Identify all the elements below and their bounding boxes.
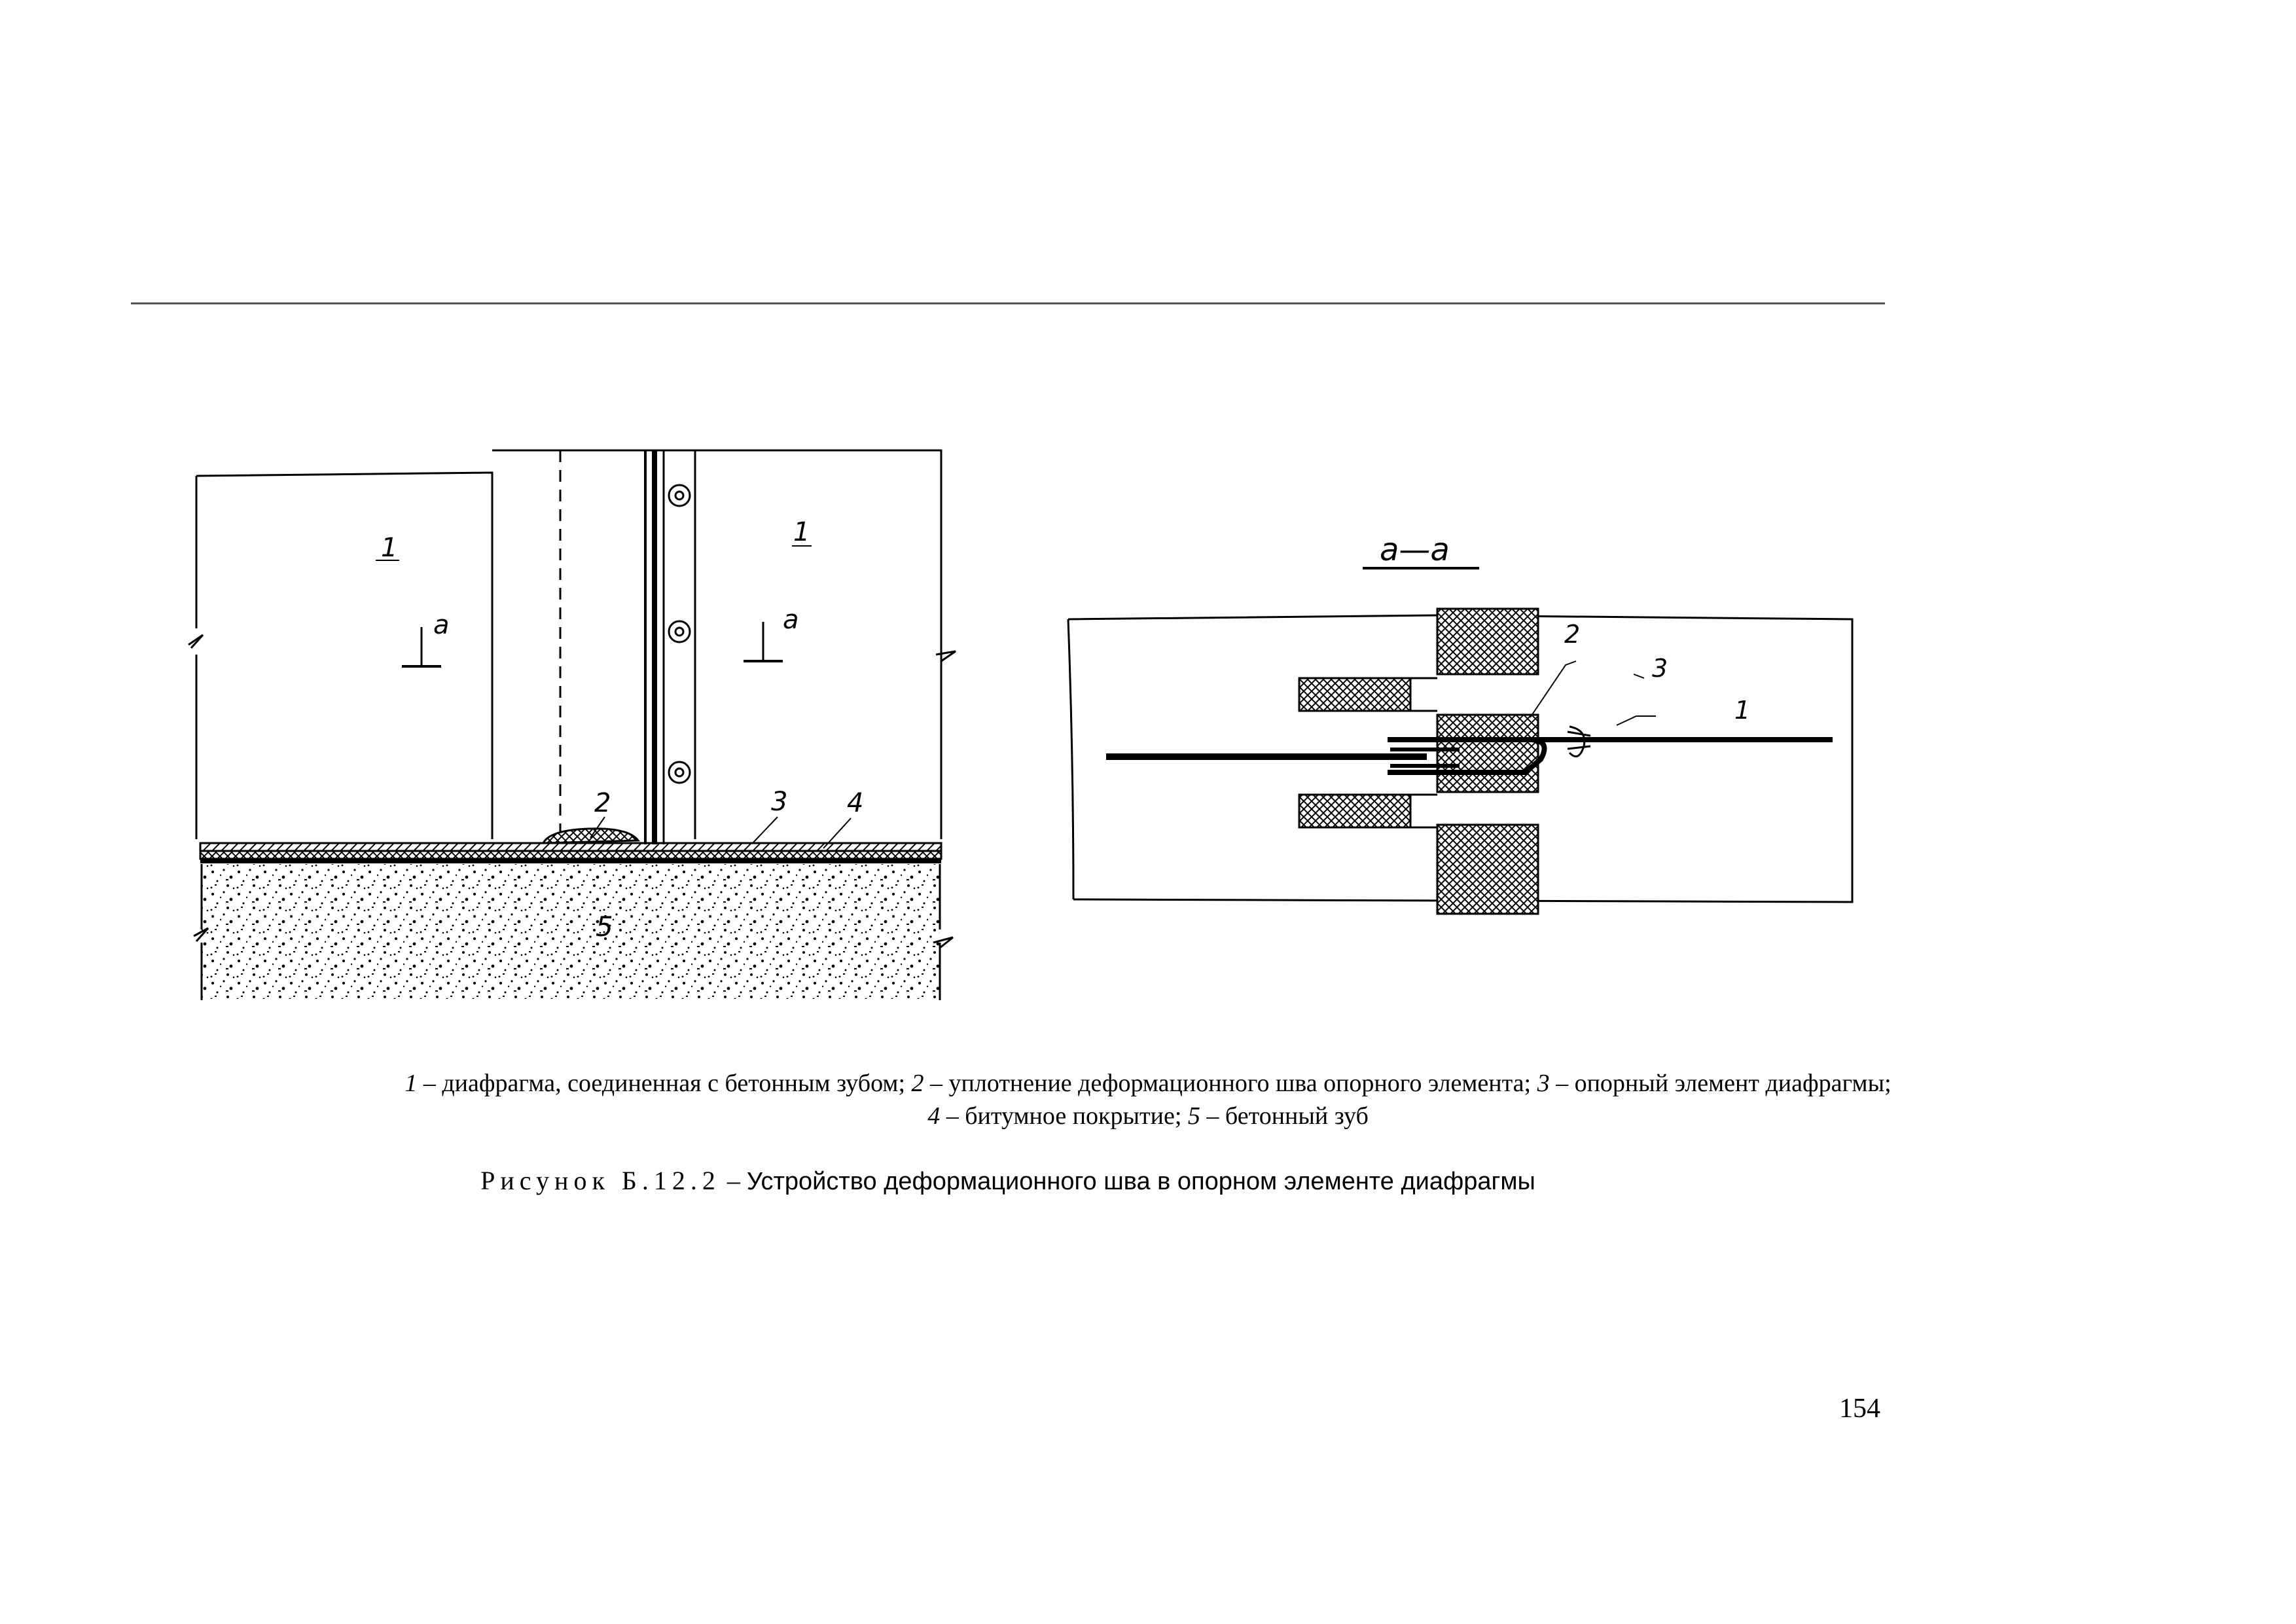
label-2-right: 2: [1564, 620, 1581, 649]
label-3-right: 3: [1652, 654, 1668, 683]
label-a-left: a: [433, 610, 450, 640]
caption-dash: –: [720, 1166, 747, 1195]
figure-caption: [0, 1165, 2016, 1196]
label-3-left: 3: [771, 787, 788, 817]
label-a-right: a: [783, 605, 799, 635]
legend-line-1: 1 – диафрагма, соединенная с бетонным зубом; 2 – уплотнение деформационного шва опорного элемента; 3 – опорный элемент диафрагмы;: [404, 1070, 1892, 1097]
label-1-left: 1: [381, 533, 398, 563]
legend-line-2: 4 – битумное покрытие; 5 – бетонный зуб: [927, 1102, 1369, 1130]
label-1-right: 1: [1734, 696, 1751, 725]
label-5-left: 5: [596, 911, 613, 943]
page-number: 154: [1839, 1394, 1880, 1424]
section-title-a-a: a—a: [1380, 532, 1450, 568]
label-2-left: 2: [594, 788, 611, 818]
figure-title: Устройство деформационного шва в опорном элементе диафрагмы: [746, 1168, 1535, 1195]
figure-legend: [0, 1067, 2296, 1132]
left-elevation-drawing: [188, 450, 956, 1000]
right-section-drawing: [1068, 568, 1852, 914]
label-4-left: 4: [847, 788, 864, 818]
figure-number: Рисунок Б.12.2: [480, 1166, 721, 1195]
label-1-middle: 1: [793, 517, 810, 547]
